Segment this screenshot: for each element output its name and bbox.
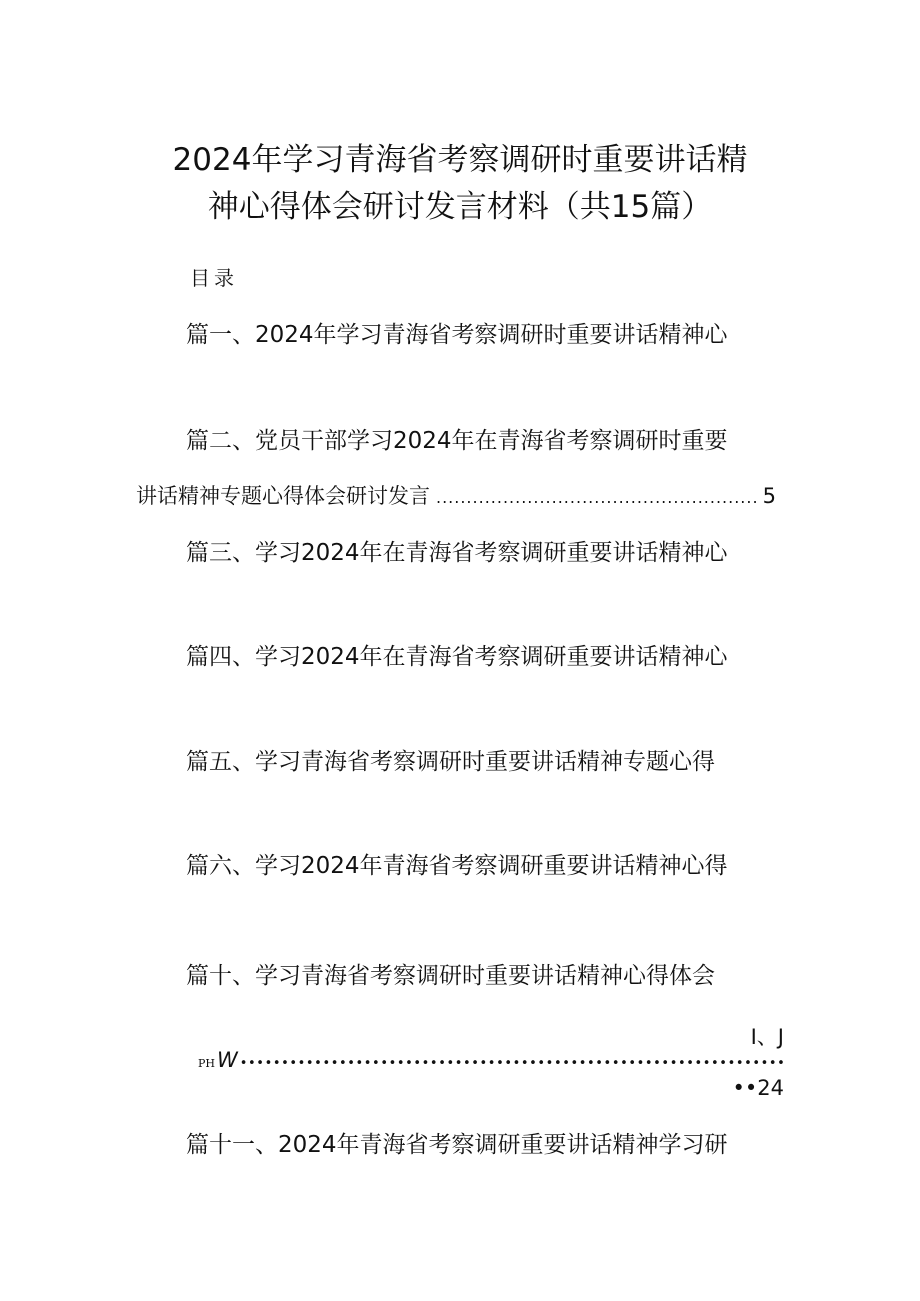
toc-entry-4[interactable]: 篇四、学习2024年在青海省考察调研重要讲话精神心 <box>186 644 728 670</box>
toc-entry-1[interactable]: 篇一、2024年学习青海省考察调研时重要讲话精神心 <box>186 322 728 348</box>
dot-leader <box>436 488 759 507</box>
toc-entry-7[interactable]: 篇十、学习青海省考察调研时重要讲话精神心得体会 <box>186 963 715 989</box>
toc-heading: 目录 <box>190 266 238 290</box>
toc-entry-3[interactable]: 篇三、学习2024年在青海省考察调研重要讲话精神心 <box>186 540 728 566</box>
toc-entry-7-prefix-small: PH <box>198 1057 215 1070</box>
toc-entry-7-page-number: ••24 <box>732 1076 784 1100</box>
dot-leader <box>240 1056 786 1071</box>
toc-entry-2[interactable]: 篇二、党员干部学习2024年在青海省考察调研时重要 <box>186 428 728 454</box>
toc-entry-2-continuation-text: 讲话精神专题心得体会研讨发言 <box>136 484 430 508</box>
document-title-line-1: 2024年学习青海省考察调研时重要讲话精 <box>172 142 748 178</box>
toc-entry-7-prefix-w: W <box>217 1048 238 1072</box>
toc-entry-7-ocr-fragment: I、J <box>750 1025 784 1049</box>
document-title-line-2: 神心得体会研讨发言材料（共15篇） <box>207 189 713 225</box>
toc-entry-7-leader-row <box>198 1048 786 1072</box>
toc-entry-2-continuation[interactable] <box>136 480 776 510</box>
toc-entry-8[interactable]: 篇十一、2024年青海省考察调研重要讲话精神学习研 <box>186 1132 728 1158</box>
toc-entry-6[interactable]: 篇六、学习2024年青海省考察调研重要讲话精神心得 <box>186 853 728 879</box>
toc-entry-5[interactable]: 篇五、学习青海省考察调研时重要讲话精神专题心得 <box>186 749 715 775</box>
toc-entry-2-page-number: 5 <box>762 484 776 508</box>
